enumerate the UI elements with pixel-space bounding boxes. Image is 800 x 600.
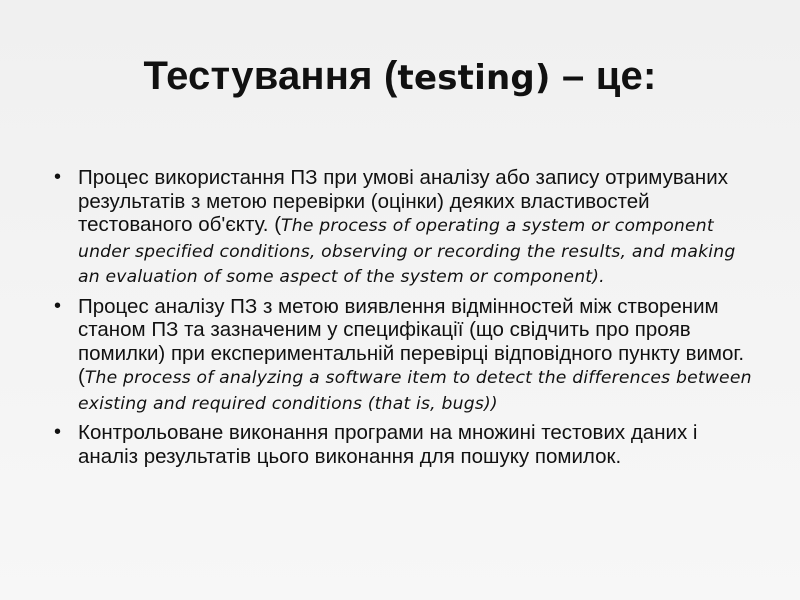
title-ua-start: Тестування ( <box>143 54 398 98</box>
title-en: testing) <box>397 58 551 98</box>
bullet-3-ua: Контрольоване виконання програми на множині тестових даних і аналіз результатів цього виконання для пошуку помилок. <box>78 421 698 468</box>
bullet-1-en: The process of operating a system or component under specified conditions, observing or recording the results, and making an evaluation of some aspect of the system or component). <box>78 216 736 287</box>
bullet-2-en: The process of analyzing a software item to detect the differences between existing and required conditions (that is, bugs)) <box>78 368 752 414</box>
bullet-list <box>54 166 754 475</box>
bullet-2-ua: Процес аналізу ПЗ з метою виявлення відмінностей між створеним станом ПЗ та зазначеним у специфікації (що свідчить про прояв помилки) при експериментальній перевірці відповідного пункту вимог. ( <box>78 294 745 388</box>
title-ua-end: – це: <box>550 54 657 98</box>
bullet-item-3 <box>54 421 754 470</box>
slide-title <box>0 50 800 104</box>
bullet-item-2 <box>54 295 754 417</box>
bullet-1-ua: Процес використання ПЗ при умові аналізу або запису отримуваних результатів з метою перевірки (оцінки) деяких властивостей тестованого об'єкту. ( <box>78 166 728 236</box>
bullet-item-1 <box>54 166 754 290</box>
